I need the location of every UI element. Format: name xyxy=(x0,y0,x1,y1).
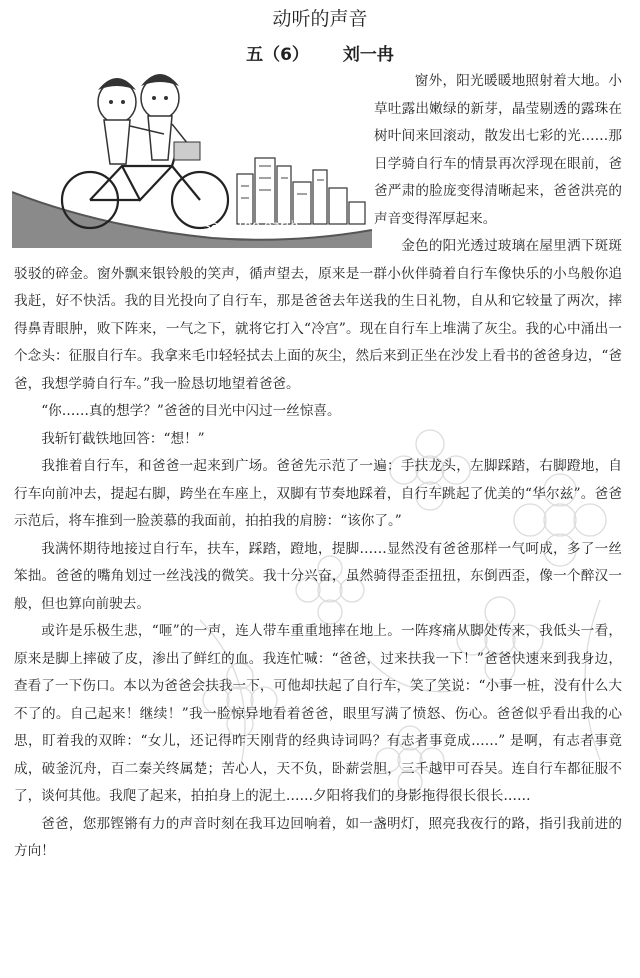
paragraph-1: 窗外，阳光暖暖地照射着大地。小草吐露出嫩绿的新芽，晶莹剔透的露珠在树叶间来回滚动，散发出七彩的光……那日学骑自行车的情景再次浮现在眼前，爸爸严肃的脸庞变得清晰起来，爸爸洪亮的声音变得浑厚起来。 xyxy=(374,73,622,227)
paragraph-8: 爸爸，您那铿锵有力的声音时刻在我耳边回响着，如一盏明灯，照亮我夜行的路，指引我前进的方向！ xyxy=(14,815,622,859)
paragraph-7: 或许是乐极生悲，“咂”的一声，连人带车重重地摔在地上。一阵疼痛从脚处传来，我低头一看，原来是脚上摔破了皮，渗出了鲜红的血。我连忙喊：“爸爸，过来扶我一下！”爸爸快速来到我身边，查看了一下伤口。本以为爸爸会扶我一下，可他却扶起了自行车，笑了笑说：“小事一桩，没有什么大不了的。自己起来！继续！”我一脸惊异地看着爸爸，眼里写满了愤怒、伤心。爸爸似乎看出我的心思，盯着我的双眸：“女儿，还记得昨天刚背的经典诗词吗？有志者事竟成……” 是啊，有志者事竟成，破釜沉舟，百二秦关终属楚；苦心人，天不负，卧薪尝胆，三千越甲可吞吴。连自行车都征服不了，谈何其他。我爬了起来，拍拍身上的泥土……夕阳将我们的身影拖得很长很长…… xyxy=(14,623,622,804)
paragraph-5: 我推着自行车，和爸爸一起来到广场。爸爸先示范了一遍：手扶龙头，左脚踩踏，右脚蹬地，自行车向前冲去，提起右脚，跨坐在车座上，双脚有节奏地踩着，自行车跳起了优美的“华尔兹”。爸爸示范后，将车推到一脸羡慕的我面前，拍拍我的肩膀：“该你了。” xyxy=(14,458,622,529)
illustration-spacer xyxy=(14,68,374,248)
paragraph-4: 我斩钉截铁地回答：“想！” xyxy=(41,430,205,447)
paragraph-6: 我满怀期待地接过自行车，扶车，踩踏，蹬地，提脚……显然没有爸爸那样一气呵成，多了一丝笨拙。爸爸的嘴角划过一丝浅浅的微笑。我十分兴奋，虽然骑得歪歪扭扭，东倒西歪，像一个醉汉一般，但也算向前驶去。 xyxy=(14,540,622,612)
paragraph-3: “你……真的想学？”爸爸的目光中闪过一丝惊喜。 xyxy=(41,403,341,419)
article-body xyxy=(14,68,622,866)
author-name: 刘一冉 xyxy=(342,45,394,65)
paragraph-2: 金色的阳光透过玻璃在屋里洒下斑斑驳驳的碎金。窗外飘来银铃般的笑声，循声望去，原来是一群小伙伴骑着自行车像快乐的小鸟般你追我赶，好不快活。我的目光投向了自行车，那是爸爸去年送我的生日礼物，自从和它较量了两次，摔得鼻青眼肿，败下阵来，一气之下，就将它打入“冷宫”。现在自行车上堆满了灰尘。我的心中涌出一个念头：征服自行车。我拿来毛巾轻轻拭去上面的灰尘，然后来到正坐在沙发上看书的爸爸身边，“爸爸，我想学骑自行车。”我一脸恳切地望着爸爸。 xyxy=(14,238,622,392)
author-line xyxy=(0,40,640,65)
author-class: 五（6） xyxy=(246,45,309,65)
illustration-caption: save the earth xyxy=(204,219,299,234)
page-title: 动听的声音 xyxy=(272,8,368,30)
